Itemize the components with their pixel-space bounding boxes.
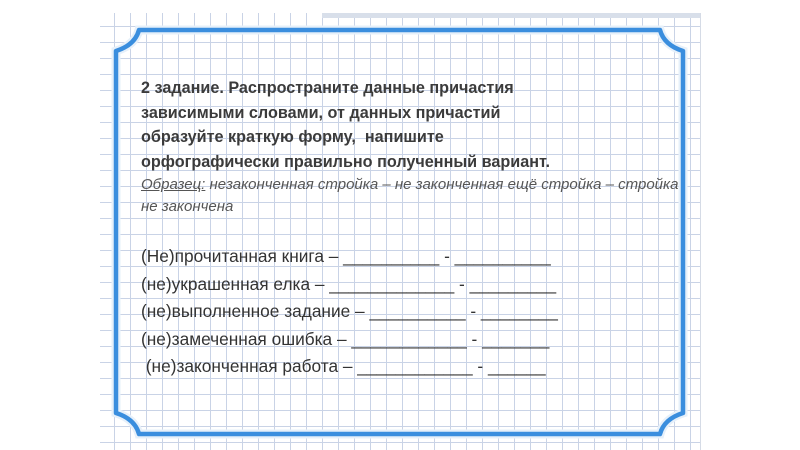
task-heading — [141, 76, 686, 174]
task-text-area — [141, 76, 686, 381]
example-text: незаконченная стройка – не законченная ещё стройка – стройка не закончена — [141, 176, 679, 216]
example-paragraph — [141, 174, 686, 218]
exercise-line: (не)выполненное задание – __________ - ________ — [141, 301, 558, 322]
exercise-line: (не)украшенная елка – _____________ - _________ — [141, 273, 557, 294]
exercise-line: (не)законченная работа – ____________ - ______ — [141, 356, 546, 377]
exercise-line: (Не)прочитанная книга – __________ - __________ — [141, 246, 551, 267]
exercise-list — [141, 243, 686, 381]
example-label: Образец: — [141, 176, 206, 194]
slide — [100, 13, 701, 450]
task-heading-line: орфографически правильно полученный вариант. — [141, 152, 550, 171]
task-heading-line: образуйте краткую форму, напишите — [141, 128, 444, 147]
task-heading-line: зависимыми словами, от данных причастий — [141, 103, 501, 122]
task-heading-line: 2 задание. Распространите данные причастия — [141, 79, 514, 97]
exercise-line: (не)замеченная ошибка – ____________ - _______ — [141, 328, 550, 349]
